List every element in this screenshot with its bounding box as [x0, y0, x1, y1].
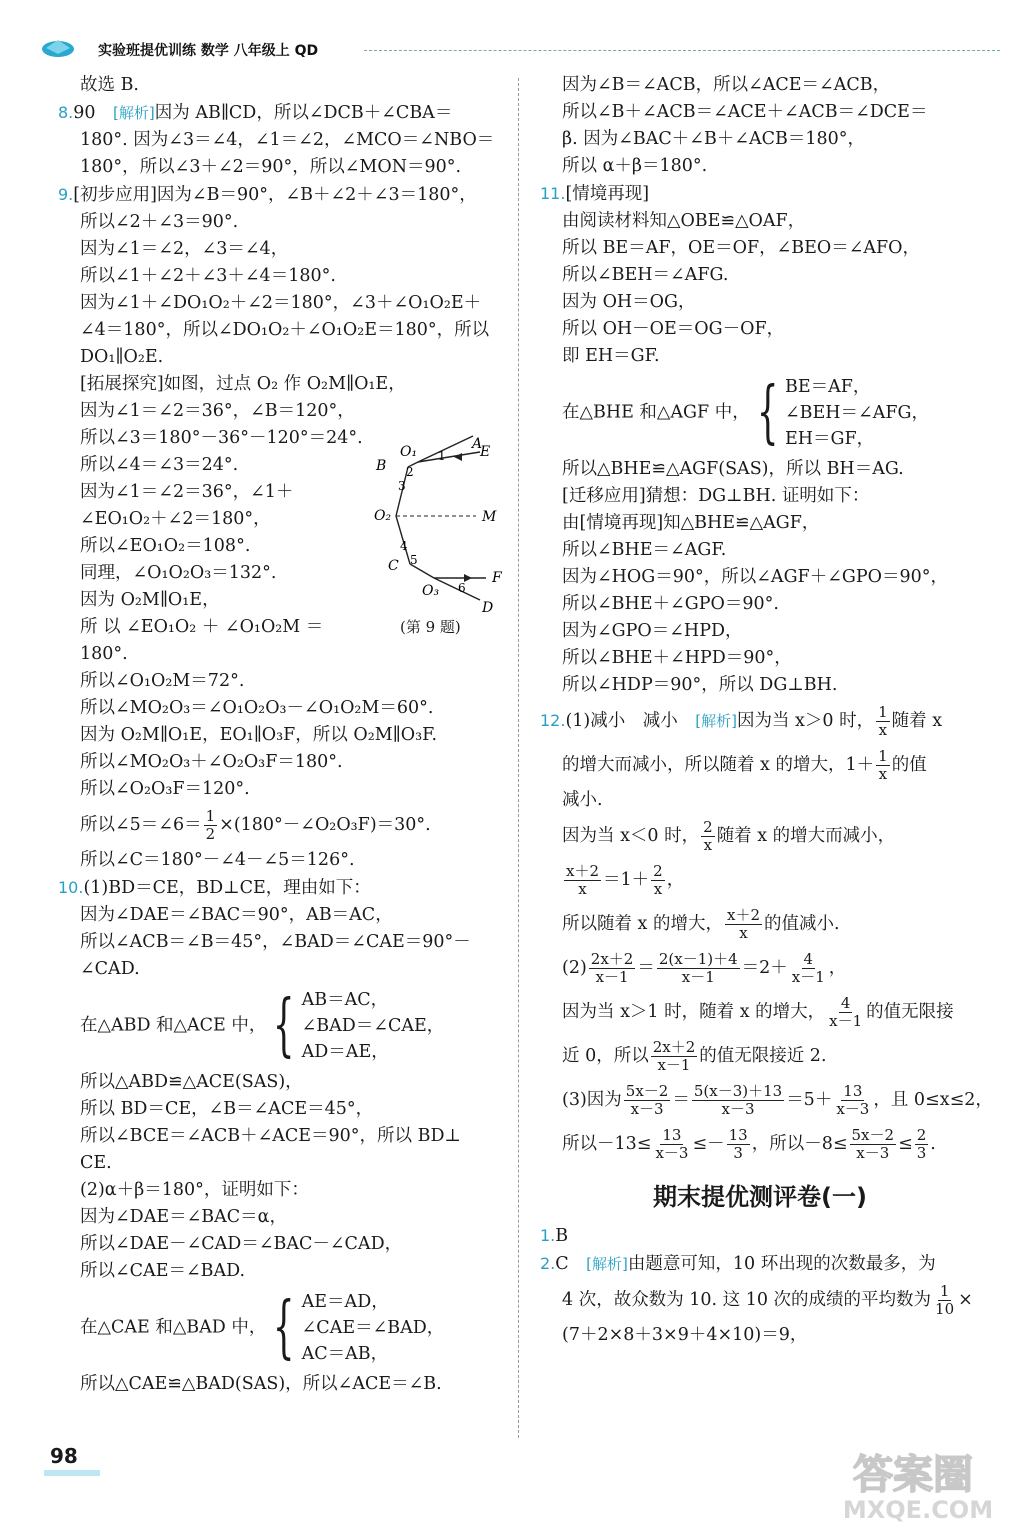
numerator: 5(x－3)＋13: [693, 1082, 783, 1100]
text-line: [540, 902, 980, 946]
denominator: x－1: [595, 968, 629, 986]
text: 的增大而减小，所以随着 x 的增大，1＋: [562, 755, 875, 775]
text-line: 因为∠DAE＝∠BAC＝90°，AB＝AC，: [80, 905, 393, 925]
numerator: 2: [916, 1126, 927, 1144]
text-line: 因为∠B＝∠ACB，所以∠ACE＝∠ACB，: [562, 75, 891, 95]
denominator: x－1: [681, 968, 715, 986]
question-number: 9.: [58, 185, 74, 204]
text: 随着 x 的增大而减小，: [716, 826, 896, 846]
label-e: E: [480, 444, 491, 460]
text-line: 所以∠ACB＝∠B＝45°，∠BAD＝∠CAE＝90°－: [80, 932, 471, 952]
text: ＝: [637, 958, 655, 978]
denominator: x: [878, 765, 888, 783]
label-d: D: [482, 600, 494, 616]
text: .: [930, 1134, 936, 1154]
text-line: 因为∠GPO＝∠HPD，: [562, 621, 743, 641]
header-rule: [364, 50, 1000, 51]
text-line: 所以△ABD≌△ACE(SAS)，: [80, 1072, 303, 1092]
text-line: 180°.: [80, 644, 128, 664]
text: 的值减小.: [764, 914, 840, 934]
denominator: 3: [733, 1144, 743, 1162]
text-line: 所以△CAE≌△BAD(SAS)，所以∠ACE＝∠B.: [80, 1374, 442, 1394]
fraction: [727, 1127, 750, 1162]
fraction: [915, 1127, 929, 1162]
watermark-logo: [808, 1444, 1018, 1524]
text-line: [540, 743, 980, 787]
line-o3-d: [434, 578, 480, 600]
text: 在△BHE 和△AGF 中，: [562, 402, 750, 423]
brace: [266, 1289, 444, 1367]
denominator: x－1: [657, 1056, 691, 1074]
text: ×(180°－∠O₂O₃F)＝30°.: [219, 815, 431, 835]
brace-item: BE＝AF，: [784, 377, 871, 397]
brace-system: [540, 374, 980, 452]
text-line: 所以∠MO₂O₃＋∠O₂O₃F＝180°.: [80, 752, 343, 772]
label-a: A: [472, 436, 483, 452]
page-number-bar: [44, 1470, 100, 1476]
text-line: [540, 510, 980, 537]
text-line: 所以 OH－OE＝OG－OF，: [562, 319, 785, 339]
numerator: 1: [878, 703, 888, 721]
text-line: 减小.: [562, 790, 603, 810]
numerator: 1: [878, 747, 888, 765]
denominator: 10: [935, 1300, 955, 1318]
text-line: 所以∠DAE－∠CAD＝∠BAC－∠CAD，: [80, 1234, 403, 1254]
text-line: (7＋2×8＋3×9＋4×10)＝9，: [562, 1325, 808, 1345]
fraction: [657, 951, 740, 986]
figure-caption: (第 9 题): [400, 618, 461, 636]
denominator: x－3: [630, 1100, 664, 1118]
denominator: x: [703, 836, 713, 854]
text: 所以随着 x 的增大，: [562, 914, 723, 934]
text-line: [540, 1034, 980, 1078]
text: (3)因为: [562, 1090, 622, 1110]
text-line: 因为∠1＝∠2，∠3＝∠4，: [80, 239, 289, 259]
text: ，且 0≤x≤2，: [873, 1090, 993, 1110]
section-tag: [迁移应用]: [562, 486, 646, 506]
brace-item: EH＝GF，: [784, 429, 875, 449]
brace: [750, 374, 929, 452]
numerator: 5x－2: [851, 1126, 895, 1144]
angle-6: 6: [458, 581, 466, 595]
q9-line: [58, 181, 508, 209]
text-line: [540, 990, 980, 1034]
brace-symbol: {: [756, 373, 779, 452]
text-line: 所以∠C＝180°－∠4－∠5＝126°.: [80, 850, 355, 870]
text-line: 所以∠HDP＝90°，所以 DG⊥BH.: [562, 675, 838, 695]
text: 的值无限接近 2.: [699, 1046, 827, 1066]
text-line: 所以 α＋β＝180°.: [562, 156, 708, 176]
text-line: [540, 1122, 980, 1166]
angle-3: 3: [398, 479, 406, 493]
fraction: [651, 1039, 698, 1074]
brace-item: AC＝AB，: [301, 1344, 389, 1364]
label-o1: O₁: [400, 444, 418, 460]
text: 4 次，故众数为 10. 这 10 次的成绩的平均数为: [562, 1290, 932, 1310]
text-line: 所以∠BEH＝∠AFG.: [562, 265, 729, 285]
fraction: [651, 863, 665, 898]
brace-item: AB＝AC，: [301, 990, 389, 1010]
text: ＝: [672, 1090, 690, 1110]
analysis-tag: [解析]: [695, 712, 737, 730]
brace-system: [58, 987, 508, 1065]
denominator: 3: [916, 1144, 927, 1162]
numerator: 2: [653, 862, 663, 880]
numerator: 4: [840, 994, 851, 1012]
text: 随着 x: [891, 711, 943, 731]
text: 的值无限接: [866, 1002, 954, 1022]
fraction: [564, 863, 601, 898]
denominator: x: [878, 721, 888, 739]
fraction: [624, 1083, 671, 1118]
brace-item: AE＝AD，: [301, 1292, 389, 1312]
angle-1: 1: [438, 449, 446, 463]
question-number: 8.: [58, 103, 74, 122]
answer: 90: [73, 103, 96, 123]
column-divider: [518, 78, 519, 1438]
watermark-text: 答案圈: [853, 1452, 973, 1498]
text-line: 所以 BD＝CE，∠B＝∠ACE＝45°，: [80, 1099, 374, 1119]
brace-item: ∠BEH＝∠AFG，: [784, 403, 929, 423]
text-line: [540, 814, 980, 858]
numerator: 13: [728, 1126, 748, 1144]
text-line: 由阅读材料知△OBE≌△OAF，: [562, 211, 806, 231]
numerator: 4: [803, 950, 814, 968]
text: 由题意可知，10 环出现的次数最多，为: [627, 1254, 936, 1274]
numerator: x＋2: [566, 862, 600, 880]
fraction: [204, 808, 218, 843]
text: (1)减小 减小: [565, 711, 696, 731]
question-number: 10.: [58, 878, 84, 897]
header-title: 实验班提优训练 数学 八年级上 QD: [98, 43, 319, 59]
brace: [266, 987, 444, 1065]
text-line: [540, 946, 980, 990]
text-line: 因为∠DAE＝∠BAC＝α，: [80, 1207, 287, 1227]
text: 猜想：DG⊥BH. 证明如下：: [645, 486, 870, 506]
q11-line: [540, 180, 980, 208]
analysis-tag: [解析]: [586, 1255, 628, 1273]
text-line: 所 以 ∠EO₁O₂ ＋ ∠O₁O₂M ＝: [80, 617, 324, 637]
text-line: 所以∠3＝180°－36°－120°＝24°.: [80, 428, 363, 448]
brace-items: [302, 1289, 445, 1367]
text-line: 所以∠BHE＋∠HPD＝90°，: [562, 648, 792, 668]
watermark-url: MXQE.COM: [842, 1496, 994, 1524]
denominator: x: [578, 880, 587, 898]
angle-4: 4: [400, 539, 408, 553]
label-o3: O₃: [422, 583, 440, 599]
text-line: ∠EO₁O₂＋∠2＝180°，: [80, 509, 271, 529]
fraction: [790, 951, 827, 986]
analysis-tag: [解析]: [113, 104, 155, 122]
text: 所以－13≤: [562, 1134, 652, 1154]
text-line: [540, 483, 980, 510]
section-tag: [情境再现]: [579, 513, 664, 533]
brace-item: ∠BAD＝∠CAE，: [301, 1016, 445, 1036]
fraction: [933, 1283, 956, 1318]
numerator: 13: [662, 1126, 682, 1144]
label-m: M: [482, 509, 497, 525]
numerator: 2(x－1)＋4: [658, 950, 738, 968]
brace-symbol: {: [273, 1288, 295, 1367]
fraction: [653, 1127, 690, 1162]
text: 因为 AB∥CD，所以∠DCB＋∠CBA＝: [154, 103, 453, 123]
text-line: 所以△BHE≌△AGF(SAS)，所以 BH＝AG.: [562, 459, 904, 479]
question-number: 1.: [540, 1226, 556, 1245]
text: ＝2＋: [741, 958, 788, 978]
denominator: x: [739, 924, 748, 942]
brace-items: [785, 374, 929, 452]
denominator: x－3: [836, 1100, 870, 1118]
text-line: 因为∠1＝∠2＝36°，∠B＝120°，: [80, 401, 355, 421]
answer: C: [555, 1254, 569, 1274]
text-line: 180°. 因为∠3＝∠4，∠1＝∠2，∠MCO＝∠NBO＝: [80, 130, 495, 150]
fraction: [827, 995, 864, 1030]
denominator: x－3: [655, 1144, 689, 1162]
question-number: 2.: [540, 1254, 556, 1273]
text-line: 即 EH＝GF.: [562, 346, 660, 366]
q8-line: [58, 99, 508, 127]
text-line: 所以∠4＝∠3＝24°.: [80, 455, 239, 475]
text: (1)BD＝CE，BD⊥CE，理由如下：: [83, 878, 371, 898]
text-line: ∠4＝180°，所以∠DO₁O₂＋∠O₁O₂E＝180°，所以: [80, 320, 490, 340]
denominator: x－3: [721, 1100, 755, 1118]
numerator: 2: [703, 818, 713, 836]
text: 的值: [891, 755, 927, 775]
denominator: x－1: [791, 968, 825, 986]
text-line: CE.: [80, 1153, 112, 1173]
text-line: 所以∠2＋∠3＝90°.: [80, 212, 239, 232]
numerator: x＋2: [727, 906, 761, 924]
text: ≤－: [692, 1134, 725, 1154]
brace-item: ∠CAE＝∠BAD，: [301, 1318, 445, 1338]
text: 知△BHE≌△AGF，: [663, 513, 820, 533]
a2-line: [540, 1250, 980, 1278]
text-line: 所以∠BHE＝∠AGF.: [562, 540, 727, 560]
angle-5: 5: [410, 553, 418, 567]
text: 因为∠B＝90°，∠B＋∠2＋∠3＝180°，: [156, 185, 477, 205]
text-line: ∠CAD.: [80, 959, 140, 979]
numerator: 13: [843, 1082, 863, 1100]
page-number: 98: [50, 1444, 78, 1468]
text-line: [540, 858, 980, 902]
text: 在△ABD 和△ACE 中，: [80, 1015, 267, 1036]
text-line: 因为∠1＋∠DO₁O₂＋∠2＝180°，∠3＋∠O₁O₂E＋: [80, 293, 482, 313]
text-line: 因为 O₂M∥O₁E，EO₁∥O₃F，所以 O₂M∥O₃F.: [80, 725, 438, 745]
denominator: x－1: [829, 1012, 863, 1030]
text-line: 所以 BE＝AF，OE＝OF，∠BEO＝∠AFO，: [562, 238, 921, 258]
text: ×: [958, 1290, 973, 1310]
fraction: [876, 748, 890, 783]
q12-line: [540, 699, 980, 743]
fraction: [850, 1127, 897, 1162]
question-number: 12.: [540, 711, 566, 730]
fraction: [701, 819, 715, 854]
numerator: 1: [205, 807, 216, 825]
text: ，: [666, 870, 685, 890]
numerator: 5x－2: [625, 1082, 669, 1100]
brace-system: [58, 1289, 508, 1367]
section-tag: [拓展探究]: [80, 374, 164, 394]
brace-items: [302, 987, 445, 1065]
text: 因为当 x＜0 时，: [562, 826, 700, 846]
text: 因为当 x＞1 时，随着 x 的增大，: [562, 1002, 826, 1022]
q10-line: [58, 874, 508, 902]
text-line: [540, 1078, 993, 1122]
text-line: 所以∠O₂O₃F＝120°.: [80, 779, 250, 799]
text-line: (2)α＋β＝180°，证明如下：: [80, 1180, 309, 1200]
brace-item: AD＝AE，: [301, 1042, 389, 1062]
text-line: 所以∠BCE＝∠ACB＋∠ACE＝90°，所以 BD⊥: [80, 1126, 461, 1146]
angle-2: 2: [406, 465, 414, 479]
numerator: 2x＋2: [652, 1038, 696, 1056]
book-logo-icon: [40, 36, 76, 60]
arrow-e: [454, 453, 462, 461]
text: ，: [828, 958, 847, 978]
answer: B: [555, 1226, 569, 1246]
section-tag: [情境再现]: [565, 184, 650, 204]
label-c: C: [388, 558, 399, 574]
text: 由: [562, 513, 580, 533]
text-line: 所以∠1＋∠2＋∠3＋∠4＝180°.: [80, 266, 336, 286]
fraction: [876, 704, 890, 739]
text: ≤: [898, 1134, 913, 1154]
text-line: 所以∠BHE＋∠GPO＝90°.: [562, 594, 779, 614]
text-line: 因为∠1＝∠2＝36°，∠1＋: [80, 482, 294, 502]
right-column: [540, 72, 993, 1349]
denominator: x－3: [856, 1144, 890, 1162]
fraction: [692, 1083, 784, 1118]
text-line: 故选 B.: [80, 75, 139, 95]
text-line: 同理，∠O₁O₂O₃＝132°.: [80, 563, 277, 583]
text: 近 0，所以: [562, 1046, 649, 1066]
text: (2): [562, 958, 587, 978]
text: 因为当 x＞0 时，: [736, 711, 875, 731]
label-b: B: [376, 458, 387, 474]
text: 所以∠5＝∠6＝: [80, 815, 202, 835]
a1-line: [540, 1222, 980, 1250]
text-line: 180°，所以∠3＋∠2＝90°，所以∠MON＝90°.: [80, 157, 462, 177]
text-line: 所以∠EO₁O₂＝108°.: [80, 536, 251, 556]
text: 如图，过点 O₂ 作 O₂M∥O₁E，: [163, 374, 406, 394]
numerator: 1: [939, 1282, 950, 1300]
text-line: 所以∠B＋∠ACB＝∠ACE＋∠ACB＝∠DCE＝: [562, 102, 928, 122]
denominator: 2: [205, 825, 216, 843]
text: ，所以－8≤: [751, 1134, 848, 1154]
denominator: x: [653, 880, 663, 898]
text: ＝1＋: [603, 870, 650, 890]
brace-symbol: {: [273, 986, 295, 1065]
text-line: 因为∠HOG＝90°，所以∠AGF＋∠GPO＝90°，: [562, 567, 948, 587]
text-line: 因为 O₂M∥O₁E，: [80, 590, 220, 610]
text-line: 所以∠CAE＝∠BAD.: [80, 1261, 246, 1281]
left-column: [58, 72, 508, 1398]
page-header: [40, 36, 1000, 62]
label-f: F: [492, 570, 502, 586]
numerator: 2x＋2: [590, 950, 634, 968]
text-line: 所以∠MO₂O₃＝∠O₁O₂O₃－∠O₁O₂M＝60°.: [80, 698, 434, 718]
text-line: [540, 1278, 980, 1322]
text-line: [58, 803, 508, 847]
text: 在△CAE 和△BAD 中，: [80, 1317, 267, 1338]
fraction: [589, 951, 636, 986]
text-line: DO₁∥O₂E.: [80, 347, 164, 367]
label-o2: O₂: [374, 508, 392, 524]
text-line: 因为 OH＝OG，: [562, 292, 696, 312]
text-line: β. 因为∠BAC＋∠B＋∠ACB＝180°，: [562, 129, 866, 149]
section-title: 期末提优测评卷(一): [653, 1183, 867, 1211]
text-line: 所以∠O₁O₂M＝72°.: [80, 671, 245, 691]
q9-extension: [58, 371, 508, 398]
fraction: [834, 1083, 871, 1118]
fraction: [725, 907, 762, 942]
text: ＝5＋: [786, 1090, 833, 1110]
section-tag: [初步应用]: [73, 185, 157, 205]
question-number: 11.: [540, 184, 566, 203]
